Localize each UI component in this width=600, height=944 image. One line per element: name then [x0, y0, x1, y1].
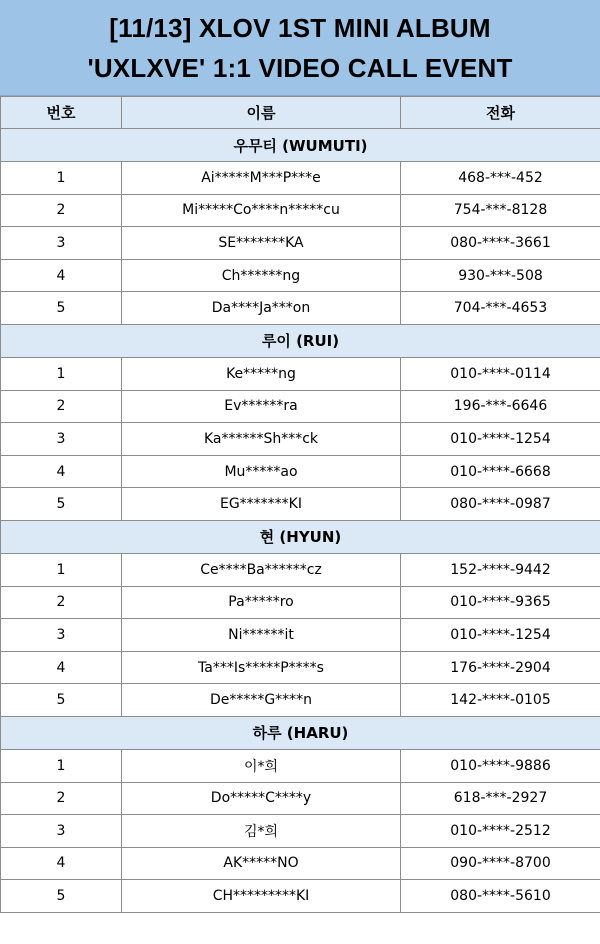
table-row — [1, 586, 600, 619]
table-row — [1, 227, 600, 260]
cell-name: Ai*****M***P***e — [122, 162, 401, 195]
cell-number: 4 — [1, 259, 122, 292]
cell-name: Mu*****ao — [122, 455, 401, 488]
cell-name: Da****Ja***on — [122, 292, 401, 325]
cell-number: 5 — [1, 684, 122, 717]
cell-number: 4 — [1, 847, 122, 880]
cell-name: SE*******KA — [122, 227, 401, 260]
cell-phone: 142-****-0105 — [401, 684, 600, 717]
section-header-row — [1, 520, 600, 553]
cell-phone: 080-****-3661 — [401, 227, 600, 260]
cell-name: Ev******ra — [122, 390, 401, 423]
cell-number: 2 — [1, 782, 122, 815]
cell-phone: 010-****-2512 — [401, 815, 600, 848]
table-row — [1, 390, 600, 423]
section-title: 현 (HYUN) — [1, 520, 600, 553]
section-title: 하루 (HARU) — [1, 716, 600, 749]
cell-number: 1 — [1, 162, 122, 195]
cell-phone: 152-****-9442 — [401, 553, 600, 586]
cell-name: 이*희 — [122, 749, 401, 782]
cell-name: 김*희 — [122, 815, 401, 848]
cell-name: EG*******KI — [122, 488, 401, 521]
section-header-row — [1, 324, 600, 357]
table-row — [1, 880, 600, 913]
table-row — [1, 619, 600, 652]
winner-table — [0, 96, 600, 913]
cell-number: 2 — [1, 194, 122, 227]
cell-number: 4 — [1, 651, 122, 684]
cell-number: 4 — [1, 455, 122, 488]
table-row — [1, 292, 600, 325]
table-row — [1, 162, 600, 195]
table-row — [1, 782, 600, 815]
cell-name: Mi*****Co****n*****cu — [122, 194, 401, 227]
cell-phone: 704-***-4653 — [401, 292, 600, 325]
title-line-1: [11/13] XLOV 1ST MINI ALBUM — [109, 12, 491, 43]
section-header-row — [1, 716, 600, 749]
cell-name: Pa*****ro — [122, 586, 401, 619]
table-row — [1, 749, 600, 782]
table-row — [1, 815, 600, 848]
cell-phone: 010-****-1254 — [401, 423, 600, 456]
cell-name: Ch******ng — [122, 259, 401, 292]
cell-number: 5 — [1, 292, 122, 325]
section-header-row — [1, 129, 600, 162]
cell-phone: 010-****-9886 — [401, 749, 600, 782]
cell-number: 1 — [1, 357, 122, 390]
cell-number: 3 — [1, 227, 122, 260]
cell-name: De*****G****n — [122, 684, 401, 717]
cell-phone: 080-****-5610 — [401, 880, 600, 913]
cell-name: Ka******Sh***ck — [122, 423, 401, 456]
cell-name: AK*****NO — [122, 847, 401, 880]
header-row — [1, 97, 600, 129]
cell-phone: 010-****-1254 — [401, 619, 600, 652]
cell-number: 2 — [1, 586, 122, 619]
cell-phone: 010-****-9365 — [401, 586, 600, 619]
section-title: 루이 (RUI) — [1, 324, 600, 357]
cell-name: Ta***Is*****P****s — [122, 651, 401, 684]
header-phone: 전화 — [401, 97, 600, 129]
cell-number: 1 — [1, 553, 122, 586]
cell-phone: 010-****-6668 — [401, 455, 600, 488]
title-line-2: 'UXLXVE' 1:1 VIDEO CALL EVENT — [87, 52, 513, 83]
header-num: 번호 — [1, 97, 122, 129]
cell-name: Ce****Ba******cz — [122, 553, 401, 586]
cell-name: Ke*****ng — [122, 357, 401, 390]
cell-number: 3 — [1, 815, 122, 848]
table-row — [1, 684, 600, 717]
table-row — [1, 553, 600, 586]
cell-number: 3 — [1, 619, 122, 652]
cell-phone: 618-***-2927 — [401, 782, 600, 815]
cell-number: 5 — [1, 488, 122, 521]
table-row — [1, 455, 600, 488]
table-row — [1, 423, 600, 456]
table-row — [1, 194, 600, 227]
cell-phone: 468-***-452 — [401, 162, 600, 195]
cell-number: 3 — [1, 423, 122, 456]
cell-phone: 196-***-6646 — [401, 390, 600, 423]
cell-phone: 176-****-2904 — [401, 651, 600, 684]
cell-number: 1 — [1, 749, 122, 782]
cell-phone: 080-****-0987 — [401, 488, 600, 521]
header-name: 이름 — [122, 97, 401, 129]
cell-name: CH*********KI — [122, 880, 401, 913]
table-row — [1, 357, 600, 390]
cell-phone: 010-****-0114 — [401, 357, 600, 390]
table-row — [1, 651, 600, 684]
table-row — [1, 488, 600, 521]
section-title: 우무티 (WUMUTI) — [1, 129, 600, 162]
cell-phone: 090-****-8700 — [401, 847, 600, 880]
cell-phone: 930-***-508 — [401, 259, 600, 292]
cell-name: Ni******it — [122, 619, 401, 652]
cell-phone: 754-***-8128 — [401, 194, 600, 227]
cell-number: 2 — [1, 390, 122, 423]
title-banner — [0, 0, 600, 96]
cell-number: 5 — [1, 880, 122, 913]
table-row — [1, 847, 600, 880]
table-row — [1, 259, 600, 292]
cell-name: Do*****C****y — [122, 782, 401, 815]
